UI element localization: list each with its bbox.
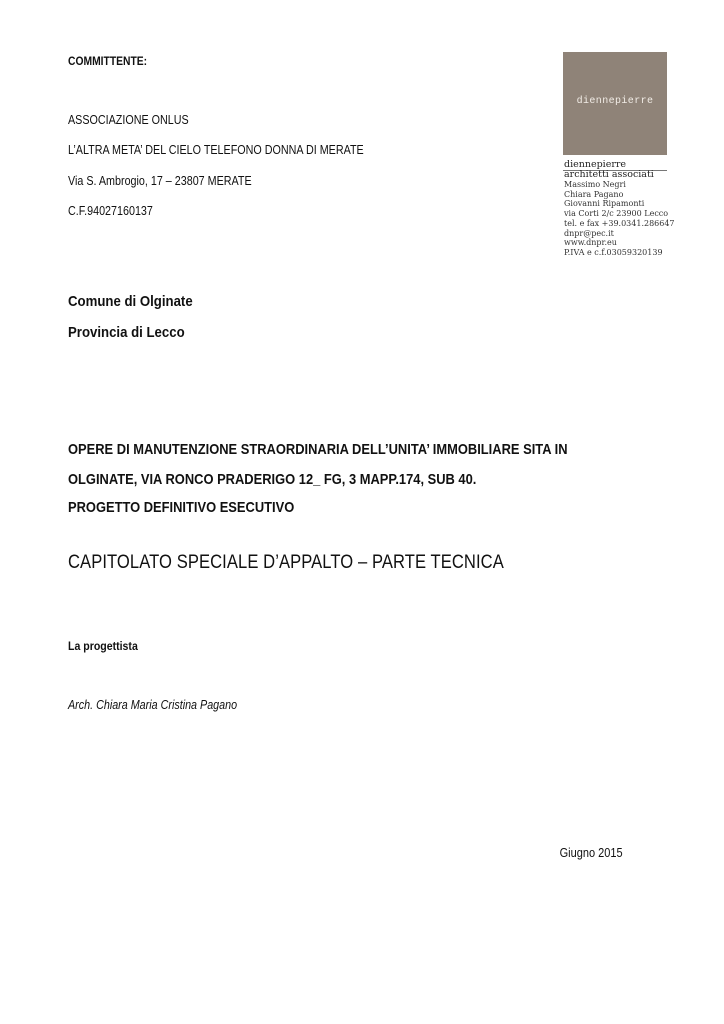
client-tax-code: C.F.94027160137 [68, 204, 153, 218]
studio-partner: Giovanni Ripamonti [564, 199, 645, 209]
studio-contact-block [564, 160, 675, 258]
designer-name: Arch. Chiara Maria Cristina Pagano [68, 698, 238, 712]
document-date: Giugno 2015 [559, 846, 623, 860]
studio-phone: tel. e fax +39.0341.286647 [564, 218, 675, 228]
studio-partner: Massimo Negri [564, 180, 626, 189]
document-title: CAPITOLATO SPECIALE D’APPALTO – PARTE TECNICA [68, 551, 504, 573]
studio-subtitle: architetti associati [564, 169, 654, 180]
studio-web: www.dnpr.eu [564, 238, 617, 248]
designer-label: La progettista [68, 639, 138, 653]
project-title-line3: PROGETTO DEFINITIVO ESECUTIVO [68, 499, 295, 516]
client-name-line1: ASSOCIAZIONE ONLUS [68, 113, 189, 127]
client-name-line2: L’ALTRA META’ DEL CIELO TELEFONO DONNA DI MERATE [68, 143, 364, 157]
project-title-line2: OLGINATE, VIA RONCO PRADERIGO 12_ FG, 3 MAPP.174, SUB 40. [68, 471, 477, 488]
logo-mark-text: diennepierre [576, 96, 654, 107]
studio-email: dnpr@pec.it [564, 228, 614, 238]
studio-vat: P.IVA e c.f.03059320139 [564, 247, 663, 257]
studio-partner: Chiara Pagano [564, 189, 624, 199]
comune-heading: Comune di Olginate [68, 293, 193, 310]
project-title-line1: OPERE DI MANUTENZIONE STRAORDINARIA DELL’UNITA’ IMMOBILIARE SITA IN [68, 441, 568, 458]
provincia-heading: Provincia di Lecco [68, 324, 185, 341]
studio-logo [563, 52, 667, 155]
client-address: Via S. Ambrogio, 17 – 23807 MERATE [68, 174, 252, 188]
studio-address: via Corti 2/c 23900 Lecco [564, 209, 669, 219]
studio-name: diennepierre [564, 159, 627, 170]
committente-label: COMMITTENTE: [68, 54, 148, 68]
